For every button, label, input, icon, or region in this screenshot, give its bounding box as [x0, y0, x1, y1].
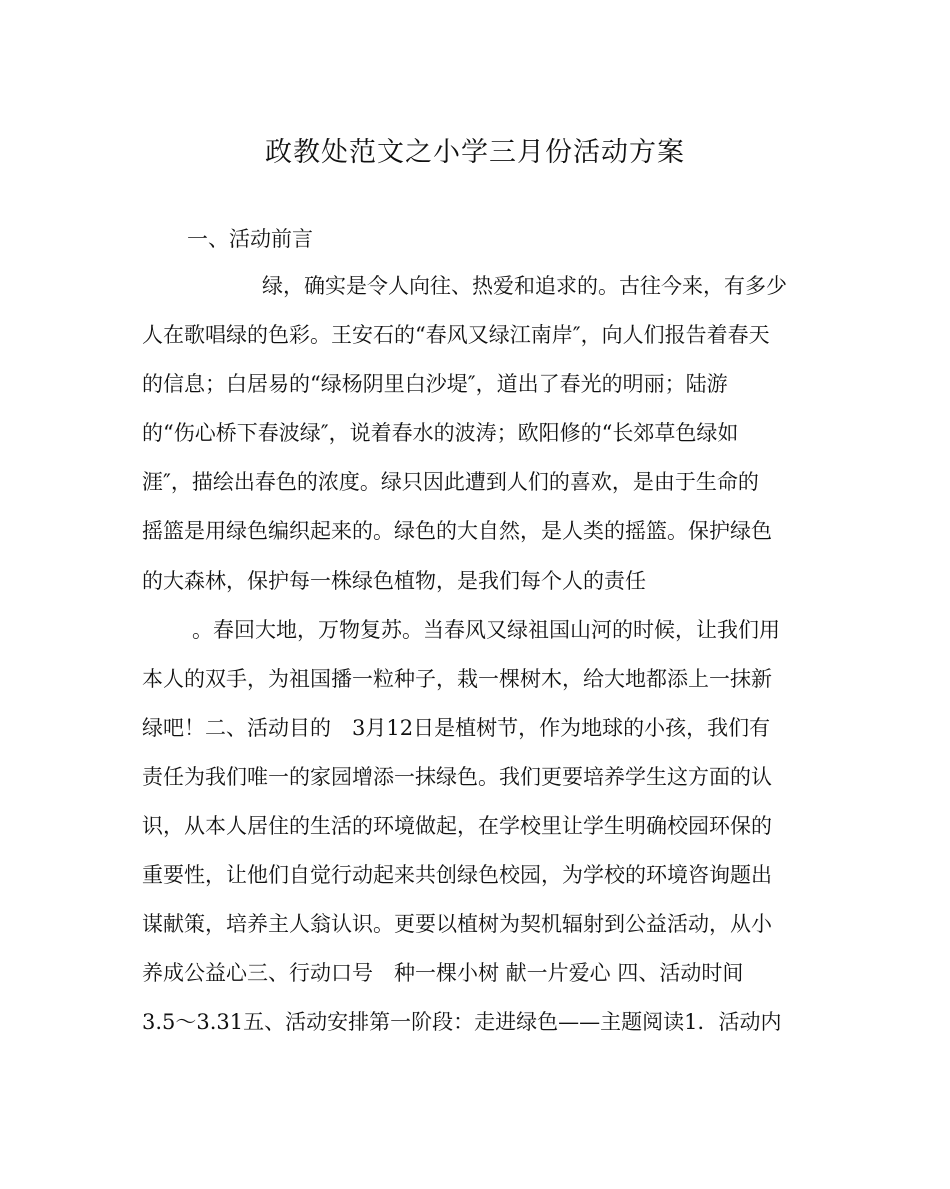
- text-line: 。春回大地，万物复苏。当春风又绿祖国山河的时候，让我们用: [192, 617, 780, 642]
- text-line: 绿吧！二、活动目的 3月12日是植树节，作为地球的小孩，我们有: [142, 715, 771, 740]
- text-line: 责任为我们唯一的家园增添一抹绿色。我们更要培养学生这方面的认: [142, 764, 772, 789]
- text-line: 本人的双手，为祖国播一粒种子，栽一棵树木，给大地都添上一抹新: [142, 666, 772, 691]
- text-line: 养成公益心三、行动口号 种一棵小树 献一片爱心 四、活动时间: [142, 961, 744, 986]
- text-line: 涯″，描绘出春色的浓度。绿只因此遭到人们的喜欢，是由于生命的: [142, 470, 759, 495]
- section-heading: 一、活动前言: [187, 227, 313, 251]
- text-line: 重要性，让他们自觉行动起来共创绿色校园，为学校的环境咨询题出: [142, 863, 772, 888]
- document-title: 政教处范文之小学三月份活动方案: [265, 137, 685, 168]
- text-line: 人在歌唱绿的色彩。王安石的“春风又绿江南岸″，向人们报告着春天: [142, 323, 770, 348]
- text-line: 的大森林，保护每一株绿色植物，是我们每个人的责任: [142, 568, 646, 593]
- text-line: 3.5～3.31五、活动安排第一阶段：走进绿色——主题阅读1．活动内: [142, 1010, 782, 1035]
- text-line: 的信息；白居易的“绿杨阴里白沙堤″，道出了春光的明丽；陆游: [142, 372, 728, 397]
- text-line: 的“伤心桥下春波绿″，说着春水的波涛；欧阳修的“长郊草色绿如: [142, 421, 739, 446]
- text-line: 绿，确实是令人向往、热爱和追求的。古往今来，有多少: [262, 274, 787, 298]
- text-line: 谋献策，培养主人翁认识。更要以植树为契机辐射到公益活动，从小: [142, 912, 772, 937]
- text-line: 摇篮是用绿色编织起来的。绿色的大自然，是人类的摇篮。保护绿色: [142, 519, 772, 544]
- text-line: 识，从本人居住的生活的环境做起，在学校里让学生明确校园环保的: [142, 814, 772, 839]
- body-text: [142, 267, 822, 1053]
